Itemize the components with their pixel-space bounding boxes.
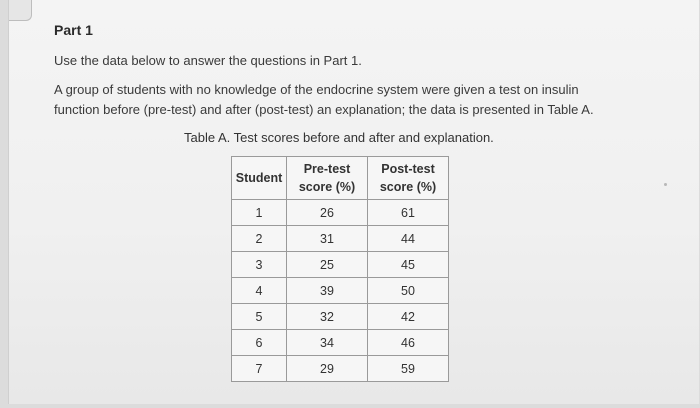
table-row [232, 252, 449, 278]
header-pre-test [287, 157, 368, 200]
table-row [232, 356, 449, 382]
cell-pre: 31 [287, 226, 368, 252]
cell-post: 42 [368, 304, 449, 330]
cell-student: 3 [232, 252, 287, 278]
header-post-line-2: score (%) [379, 180, 437, 194]
table-row [232, 330, 449, 356]
cell-student: 7 [232, 356, 287, 382]
cell-pre: 26 [287, 200, 368, 226]
paragraph-line-2: function before (pre-test) and after (post-test) an explanation; the data is presented in Table A. [54, 102, 594, 117]
cell-pre: 39 [287, 278, 368, 304]
cell-pre: 34 [287, 330, 368, 356]
table-row [232, 304, 449, 330]
cell-student: 4 [232, 278, 287, 304]
cell-student: 6 [232, 330, 287, 356]
header-post-test [368, 157, 449, 200]
cell-post: 45 [368, 252, 449, 278]
section-heading: Part 1 [54, 22, 93, 38]
cell-student: 1 [232, 200, 287, 226]
header-post-line-1: Post-test [381, 162, 435, 176]
cell-post: 46 [368, 330, 449, 356]
table-caption: Table A. Test scores before and after and explanation. [184, 130, 494, 145]
cell-pre: 29 [287, 356, 368, 382]
table-row [232, 278, 449, 304]
header-pre-line-1: Pre-test [303, 162, 351, 176]
cell-student: 2 [232, 226, 287, 252]
description-paragraph [54, 80, 654, 120]
intro-text: Use the data below to answer the questions in Part 1. [54, 53, 362, 68]
cell-student: 5 [232, 304, 287, 330]
paragraph-line-1: A group of students with no knowledge of the endocrine system were given a test on insulin [54, 82, 579, 97]
cell-pre: 25 [287, 252, 368, 278]
scores-table [231, 156, 449, 382]
header-student: Student [232, 157, 287, 200]
header-pre-line-2: score (%) [298, 180, 356, 194]
cell-post: 61 [368, 200, 449, 226]
cell-post: 44 [368, 226, 449, 252]
table-row [232, 226, 449, 252]
document-page [8, 0, 699, 404]
table-row [232, 200, 449, 226]
cell-pre: 32 [287, 304, 368, 330]
table-header-row [232, 157, 449, 200]
cell-post: 50 [368, 278, 449, 304]
speck-mark [664, 183, 667, 186]
cell-post: 59 [368, 356, 449, 382]
page-corner [9, 0, 32, 21]
